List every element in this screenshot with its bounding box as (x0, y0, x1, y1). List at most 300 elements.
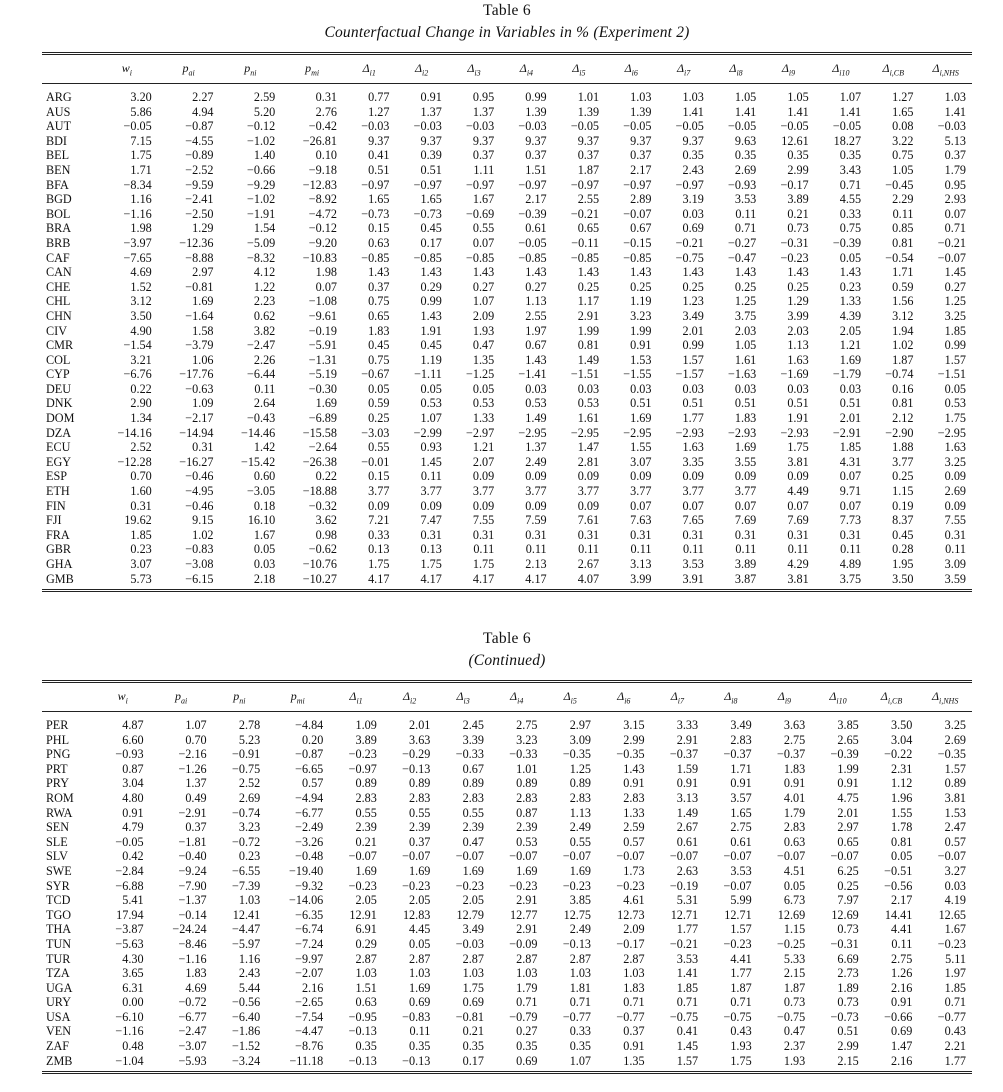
table-cell: 2.87 (623, 951, 645, 966)
table-cell: 0.23 (130, 542, 152, 557)
table-cell: 12.77 (510, 907, 538, 922)
table-cell: 0.11 (945, 542, 966, 557)
table-cell: −1.79 (832, 367, 862, 382)
table-cell: 1.03 (630, 90, 652, 104)
table-cell: 2.83 (623, 790, 645, 805)
table-cell: −0.73 (413, 206, 442, 221)
table-cell: 0.09 (472, 498, 495, 513)
table-cell: −0.37 (669, 747, 699, 762)
table-cell: 2.99 (623, 732, 645, 747)
table-cell: 2.52 (238, 776, 261, 791)
table-cell: 3.81 (944, 790, 966, 805)
table-cell: 2.83 (516, 790, 538, 805)
table-cell: 1.29 (192, 221, 214, 236)
table-cell: −0.77 (616, 1009, 645, 1024)
table-cell: 0.31 (577, 527, 600, 542)
table-cell: 2.55 (577, 192, 600, 207)
table-cell: 0.03 (682, 206, 704, 221)
table-cell: 0.25 (682, 279, 704, 294)
table-cell: 4.17 (368, 571, 390, 586)
table-cell: 1.95 (892, 557, 914, 571)
country-code: UGA (46, 980, 73, 995)
table-cell: −1.08 (308, 294, 337, 309)
table-cell: 7.61 (577, 513, 600, 528)
table-row (42, 353, 972, 368)
table-cell: −16.27 (179, 454, 214, 469)
country-code: BGD (46, 192, 72, 207)
table-cell: −0.07 (509, 849, 538, 864)
table-cell: 3.25 (944, 454, 966, 469)
table-cell: −0.31 (830, 936, 859, 951)
table-title-continued: Table 6 (483, 630, 531, 647)
table-cell: 7.63 (630, 513, 652, 528)
table-cell: 0.09 (944, 469, 966, 484)
table-cell: 4.79 (122, 820, 144, 835)
table-cell: 4.69 (185, 980, 207, 995)
table-cell: 2.83 (569, 790, 592, 805)
column-header: $\Delta_{i,NHS}$ (932, 60, 959, 78)
table-cell: 3.20 (130, 90, 152, 104)
column-header: $w_i$ (121, 60, 132, 78)
table-cell: 3.77 (368, 484, 390, 499)
table-cell: 2.83 (409, 790, 431, 805)
table-cell: 0.51 (787, 396, 809, 411)
table-cell: −2.52 (185, 162, 214, 177)
table-cell: −6.15 (185, 571, 214, 586)
table-row (42, 207, 972, 222)
table-cell: 6.73 (783, 893, 806, 908)
table-row (42, 221, 972, 236)
table-cell: 4.89 (839, 557, 862, 571)
table-cell: −0.19 (308, 323, 337, 338)
table-cell: −2.64 (308, 440, 337, 455)
table-caption (42, 0, 972, 44)
column-header: $\Delta_{i9}$ (781, 60, 796, 78)
table-row (42, 733, 972, 748)
table-cell: 5.11 (945, 951, 966, 966)
table-cell: 3.04 (122, 776, 144, 791)
table-cell: 1.37 (420, 104, 442, 119)
table-row (42, 134, 972, 149)
table-cell: 4.49 (787, 484, 809, 499)
table-cell: 0.69 (890, 1024, 913, 1039)
table-cell: 3.77 (682, 484, 704, 499)
table-cell: −0.23 (348, 747, 377, 762)
table-cell: 4.30 (122, 951, 144, 966)
table-cell: 2.75 (783, 732, 806, 747)
table-cell: −0.72 (178, 995, 207, 1010)
table-cell: 0.51 (839, 396, 862, 411)
table-cell: 1.87 (783, 980, 806, 995)
table-cell: 0.11 (578, 542, 600, 557)
table-cell: 1.53 (944, 805, 966, 820)
table-cell: 1.07 (185, 718, 207, 732)
table-cell: −2.95 (623, 425, 652, 440)
table-cell: 9.37 (682, 133, 704, 148)
table-cell: 0.81 (892, 396, 914, 411)
column-header: $p_{ni}$ (233, 688, 246, 706)
table-cell: 0.03 (577, 381, 600, 396)
table-cell: 2.73 (837, 966, 859, 981)
country-code: FRA (46, 527, 70, 542)
table-cell: 4.75 (837, 790, 859, 805)
table-cell: 2.29 (892, 192, 914, 207)
table-cell: 1.43 (420, 308, 442, 323)
table-cell: 0.73 (783, 995, 806, 1010)
table-cell: −0.13 (348, 1053, 377, 1068)
table-cell: −4.47 (295, 1024, 324, 1039)
table-cell: 0.27 (516, 1024, 538, 1039)
table-cell: 0.51 (682, 396, 704, 411)
table-cell: 0.55 (472, 221, 495, 236)
table-cell: 2.43 (238, 966, 261, 981)
table-cell: 1.05 (787, 90, 809, 104)
table-cell: −0.72 (231, 834, 261, 849)
table-row (42, 762, 972, 777)
column-header: $\Delta_{i2}$ (402, 688, 417, 706)
table-cell: 1.63 (787, 352, 809, 367)
table-cell: 0.41 (676, 1024, 699, 1039)
table-cell: 1.52 (130, 279, 152, 294)
table-cell: 1.45 (944, 265, 966, 280)
table-cell: 1.75 (472, 557, 495, 571)
table-cell: 0.07 (734, 498, 757, 513)
table-row (42, 747, 972, 762)
table-cell: −0.03 (466, 119, 495, 134)
table-cell: 0.71 (944, 221, 966, 236)
table-row (42, 236, 972, 251)
table-cell: 1.67 (944, 922, 966, 937)
table-cell: 1.33 (839, 294, 862, 309)
table-cell: −0.07 (937, 849, 966, 864)
table-cell: −0.21 (570, 206, 600, 221)
table-cell: 2.97 (569, 718, 592, 732)
table-cell: 0.53 (944, 396, 966, 411)
table-cell: −0.07 (830, 849, 859, 864)
table-cell: 1.37 (185, 776, 207, 791)
table-cell: 0.31 (315, 90, 337, 104)
table-cell: 1.43 (525, 352, 547, 367)
table-cell: 3.85 (569, 893, 592, 908)
table-cell: 3.89 (787, 192, 809, 207)
country-code: ECU (46, 440, 71, 455)
table-cell: 0.23 (839, 279, 862, 294)
country-code: TZA (46, 966, 70, 981)
table-cell: 0.91 (420, 90, 442, 104)
table-cell: −19.40 (288, 863, 324, 878)
table-cell: −0.51 (884, 863, 913, 878)
table-cell: 17.94 (116, 907, 144, 922)
table-cell: −1.25 (466, 367, 495, 382)
table-cell: 4.41 (890, 922, 913, 937)
table-cell: −0.01 (361, 454, 390, 469)
table-cell: 0.37 (630, 148, 652, 163)
table-cell: 1.07 (839, 90, 862, 104)
table-cell: −0.03 (413, 119, 442, 134)
table-cell: 1.61 (577, 411, 600, 426)
table-cell: 1.85 (130, 527, 152, 542)
table-cell: 2.13 (525, 557, 547, 571)
table-row (42, 367, 972, 382)
table-cell: −0.97 (348, 761, 377, 776)
table-cell: 3.81 (787, 454, 809, 469)
table-cell: 5.33 (783, 951, 806, 966)
table-cell: 0.39 (420, 148, 442, 163)
table-cell: 3.77 (630, 484, 652, 499)
table-cell: 0.31 (420, 527, 442, 542)
table-cell: 0.43 (730, 1024, 752, 1039)
table-cell: 1.93 (730, 1039, 752, 1054)
table-cell: 2.87 (569, 951, 592, 966)
table-cell: −1.86 (231, 1024, 261, 1039)
table-cell: 1.47 (577, 440, 600, 455)
table-cell: 0.13 (368, 542, 390, 557)
table-cell: 3.99 (630, 571, 652, 586)
country-code: ZMB (46, 1053, 73, 1068)
table-cell: 0.22 (315, 469, 337, 484)
table-cell: 1.83 (368, 323, 390, 338)
table-row (42, 513, 972, 528)
table-cell: 0.20 (301, 732, 324, 747)
table-cell: −10.27 (302, 571, 337, 586)
country-code: ZAF (46, 1039, 70, 1054)
table-cell: 0.03 (787, 381, 809, 396)
table-row (42, 309, 972, 324)
table-cell: −0.46 (185, 469, 214, 484)
table-cell: −0.23 (937, 936, 966, 951)
table-cell: −0.14 (178, 907, 207, 922)
table-cell: 2.49 (569, 922, 592, 937)
table-cell: 1.43 (368, 265, 390, 280)
table-cell: 1.69 (462, 863, 484, 878)
table-cell: 2.03 (787, 323, 809, 338)
table-cell: −0.13 (402, 761, 431, 776)
table-cell: 0.55 (409, 805, 431, 820)
table-cell: −2.49 (295, 820, 324, 835)
table-cell: 1.03 (462, 966, 484, 981)
table-row (42, 105, 972, 120)
table-cell: −0.19 (669, 878, 699, 893)
table-row (42, 528, 972, 543)
table-cell: −2.65 (295, 995, 324, 1010)
table-cell: −4.55 (185, 133, 214, 148)
table-cell: −1.11 (414, 367, 442, 382)
table-cell: 0.07 (315, 279, 337, 294)
table-cell: −0.07 (937, 250, 966, 265)
table-cell: −2.07 (295, 966, 324, 981)
table-cell: 1.67 (253, 527, 276, 542)
table-cell: 1.56 (892, 294, 914, 309)
table-cell: 1.57 (676, 1053, 699, 1068)
table-cell: −6.77 (295, 805, 324, 820)
country-code: DOM (46, 411, 75, 426)
table-row (42, 192, 972, 207)
country-code: CAF (46, 250, 70, 265)
table-cell: 1.07 (420, 411, 442, 426)
table-cell: 1.03 (409, 966, 431, 981)
table-row (42, 265, 972, 280)
country-code: PRY (46, 776, 70, 791)
table-cell: 3.87 (734, 571, 757, 586)
table-cell: 0.09 (944, 498, 966, 513)
table-cell: 0.10 (315, 148, 337, 163)
table-cell: 0.63 (368, 235, 390, 250)
table-row (42, 572, 972, 589)
table-cell: 0.31 (630, 527, 652, 542)
table-cell: −0.05 (728, 119, 757, 134)
country-code: AUT (46, 119, 72, 134)
column-header: $\Delta_{i4}$ (510, 688, 524, 706)
table-cell: −8.76 (295, 1039, 324, 1054)
table-cell: −0.22 (884, 747, 913, 762)
table-cell: 1.13 (525, 294, 547, 309)
table-row (42, 338, 972, 353)
table-cell: 2.91 (516, 893, 538, 908)
table-cell: 1.49 (577, 352, 600, 367)
table-cell: 4.29 (787, 557, 809, 571)
table-row (42, 981, 972, 996)
table-cell: 0.31 (944, 527, 966, 542)
table-cell: 2.45 (462, 718, 484, 732)
table-cell: 1.05 (734, 338, 757, 353)
table-cell: −0.39 (830, 747, 859, 762)
table-cell: −0.07 (723, 849, 752, 864)
table-cell: −0.81 (455, 1009, 484, 1024)
table-cell: −0.97 (623, 177, 652, 192)
table-cell: −15.58 (302, 425, 337, 440)
table-cell: 0.53 (525, 396, 547, 411)
table-cell: 1.25 (944, 294, 966, 309)
table-cell: 3.49 (462, 922, 484, 937)
table-cell: 0.71 (569, 995, 592, 1010)
table-cell: 1.88 (892, 440, 914, 455)
table-cell: −0.93 (115, 747, 144, 762)
table-cell: −1.51 (937, 367, 966, 382)
table-cell: 3.25 (944, 718, 966, 732)
table-cell: 1.73 (623, 863, 645, 878)
table-cell: −0.85 (623, 250, 652, 265)
table-cell: −0.03 (361, 119, 390, 134)
table-cell: 0.81 (892, 235, 914, 250)
table-cell: 0.09 (525, 469, 547, 484)
table-cell: 7.21 (368, 513, 390, 528)
table-row (42, 712, 972, 733)
table-cell: 9.63 (734, 133, 757, 148)
table-cell: 0.07 (630, 498, 652, 513)
table-cell: 7.15 (130, 133, 152, 148)
table-cell: −0.75 (675, 250, 704, 265)
table-cell: −0.32 (308, 498, 337, 513)
table-cell: 2.90 (130, 396, 152, 411)
table-cell: 5.73 (130, 571, 152, 586)
table-cell: 1.49 (525, 411, 547, 426)
table-cell: −0.97 (361, 177, 390, 192)
table-cell: −0.69 (466, 206, 495, 221)
country-code: EGY (46, 454, 72, 469)
table-cell: −2.41 (185, 192, 214, 207)
table-cell: 0.89 (516, 776, 538, 791)
table-cell: 2.91 (577, 308, 600, 323)
table-cell: 3.89 (355, 732, 377, 747)
table-cell: 0.35 (409, 1039, 431, 1054)
table-cell: 0.69 (409, 995, 431, 1010)
table-cell: −0.89 (185, 148, 214, 163)
table-cell: −0.07 (669, 849, 699, 864)
table-cell: 3.99 (787, 308, 809, 323)
table-cell: 6.69 (837, 951, 859, 966)
table-cell: 1.69 (630, 411, 652, 426)
table-cell: 1.65 (892, 104, 914, 119)
table-cell: 3.53 (676, 951, 699, 966)
table-cell: −2.17 (185, 411, 214, 426)
table-cell: 9.71 (839, 484, 862, 499)
table-cell: 0.53 (472, 396, 495, 411)
table-cell: −0.07 (723, 878, 752, 893)
table-cell: 0.35 (516, 1039, 538, 1054)
table-cell: 2.69 (944, 484, 966, 499)
column-header: $\Delta_{i3}$ (467, 60, 481, 78)
table-cell: 0.95 (944, 177, 966, 192)
table-cell: 12.83 (402, 907, 431, 922)
table-caption-continued (42, 628, 972, 672)
table-cell: 0.11 (254, 381, 276, 396)
table-cell: 2.83 (730, 732, 752, 747)
table-cell: 0.31 (472, 527, 495, 542)
table-cell: 1.65 (368, 192, 390, 207)
table-cell: 12.73 (617, 907, 645, 922)
column-header: $\Delta_{i5}$ (572, 60, 586, 78)
column-header: $w_i$ (117, 688, 128, 706)
table-cell: 5.31 (676, 893, 699, 908)
table-cell: 0.07 (787, 498, 809, 513)
table-cell: −0.48 (295, 849, 324, 864)
table-cell: 1.63 (944, 440, 966, 455)
table-cell: 2.27 (192, 90, 214, 104)
table-cell: 0.09 (577, 498, 600, 513)
table-cell: 1.85 (944, 980, 966, 995)
table-cell: 1.98 (315, 265, 337, 280)
table-row (42, 426, 972, 441)
table-cell: −2.95 (570, 425, 600, 440)
table-cell: 2.87 (409, 951, 431, 966)
table-cell: −0.75 (723, 1009, 752, 1024)
table-cell: 2.87 (516, 951, 538, 966)
table-cell: 1.71 (130, 162, 152, 177)
table-row (42, 251, 972, 266)
table-cell: 3.50 (130, 308, 152, 323)
table-cell: 6.60 (122, 732, 144, 747)
table-cell: −0.29 (402, 747, 431, 762)
table-cell: 12.71 (724, 907, 752, 922)
table-cell: 2.93 (944, 192, 966, 207)
table-cell: 0.23 (238, 849, 261, 864)
table-row (42, 791, 972, 806)
table-cell: 1.57 (730, 922, 752, 937)
table-cell: 1.89 (837, 980, 859, 995)
table-cell: 4.19 (944, 893, 966, 908)
table-cell: −6.44 (247, 367, 276, 382)
table-cell: 0.05 (420, 381, 442, 396)
table-cell: 0.22 (130, 381, 152, 396)
table-cell: 0.55 (569, 834, 592, 849)
table-cell: 0.25 (734, 279, 757, 294)
table-cell: 2.69 (734, 162, 757, 177)
table-cell: −3.26 (295, 834, 324, 849)
column-header: $\Delta_{i9}$ (777, 688, 792, 706)
table-cell: 2.47 (944, 820, 966, 835)
table-cell: 1.43 (577, 265, 600, 280)
table-cell: 3.57 (730, 790, 752, 805)
